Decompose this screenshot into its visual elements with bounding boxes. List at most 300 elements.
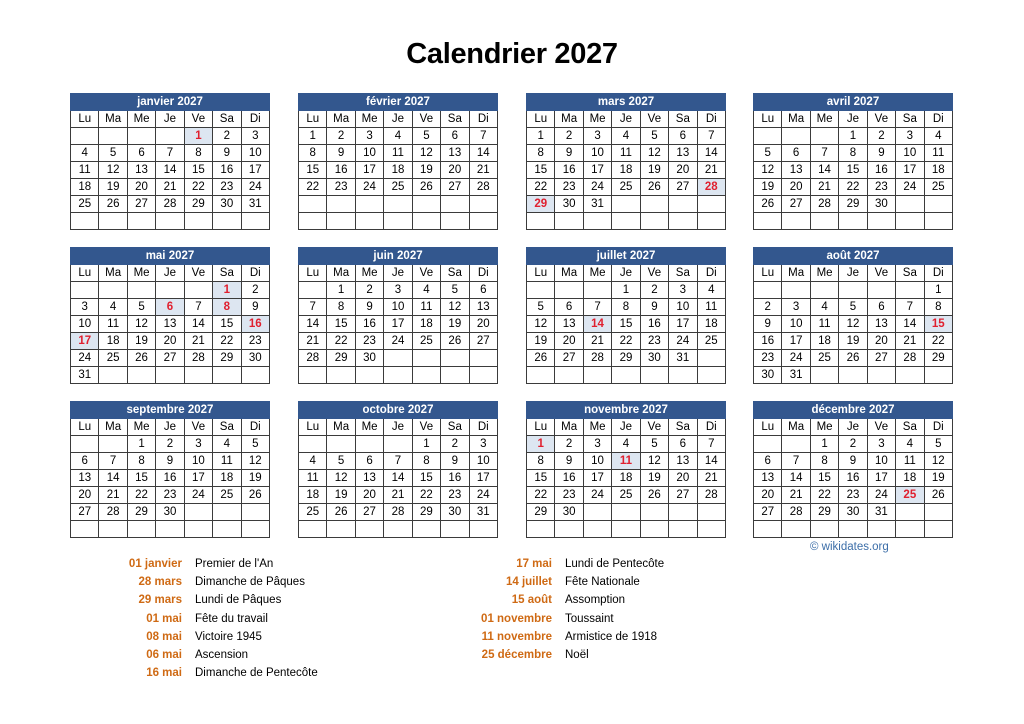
day-cell: 8 xyxy=(924,299,952,316)
empty-cell xyxy=(469,367,497,384)
day-cell: 1 xyxy=(810,436,838,453)
day-cell: 7 xyxy=(697,436,725,453)
day-cell: 30 xyxy=(839,504,867,521)
empty-cell xyxy=(839,282,867,299)
day-cell: 19 xyxy=(441,316,469,333)
day-cell: 23 xyxy=(839,487,867,504)
empty-cell xyxy=(867,213,895,230)
day-cell: 24 xyxy=(896,179,924,196)
empty-cell xyxy=(327,213,355,230)
weekday-label: Di xyxy=(697,265,725,282)
day-cell: 9 xyxy=(241,299,269,316)
day-cell: 2 xyxy=(555,128,583,145)
day-cell: 22 xyxy=(924,333,952,350)
day-cell: 7 xyxy=(782,453,810,470)
month-name: janvier 2027 xyxy=(71,94,270,111)
empty-cell xyxy=(555,521,583,538)
empty-cell xyxy=(555,282,583,299)
empty-cell xyxy=(924,196,952,213)
day-cell: 28 xyxy=(469,179,497,196)
holiday-day-cell: 8 xyxy=(213,299,241,316)
weekday-label: Di xyxy=(924,419,952,436)
day-cell: 18 xyxy=(71,179,99,196)
month-name: décembre 2027 xyxy=(754,402,953,419)
holiday-day-cell: 15 xyxy=(924,316,952,333)
day-cell: 22 xyxy=(327,333,355,350)
day-cell: 5 xyxy=(640,128,668,145)
empty-cell xyxy=(99,282,127,299)
empty-cell xyxy=(355,196,383,213)
empty-cell xyxy=(754,436,782,453)
empty-cell xyxy=(583,367,611,384)
day-cell: 12 xyxy=(754,162,782,179)
empty-cell xyxy=(99,213,127,230)
empty-cell xyxy=(583,504,611,521)
day-cell: 25 xyxy=(612,487,640,504)
day-cell: 3 xyxy=(355,128,383,145)
day-cell: 24 xyxy=(782,350,810,367)
empty-cell xyxy=(127,213,155,230)
empty-cell xyxy=(412,521,440,538)
empty-cell xyxy=(924,213,952,230)
day-cell: 3 xyxy=(241,128,269,145)
empty-cell xyxy=(640,196,668,213)
day-cell: 2 xyxy=(327,128,355,145)
day-cell: 26 xyxy=(640,487,668,504)
empty-cell xyxy=(327,521,355,538)
day-cell: 25 xyxy=(99,350,127,367)
day-cell: 28 xyxy=(99,504,127,521)
weekday-label: Ma xyxy=(782,265,810,282)
day-cell: 26 xyxy=(527,350,555,367)
day-cell: 25 xyxy=(213,487,241,504)
weekday-label: Je xyxy=(612,419,640,436)
empty-cell xyxy=(441,213,469,230)
weekday-label: Ve xyxy=(412,265,440,282)
day-cell: 11 xyxy=(924,145,952,162)
day-cell: 14 xyxy=(782,470,810,487)
holiday-row xyxy=(70,555,318,573)
day-cell: 14 xyxy=(299,316,327,333)
weekday-label: Me xyxy=(583,419,611,436)
day-cell: 28 xyxy=(697,487,725,504)
holiday-day-cell: 11 xyxy=(612,453,640,470)
day-cell: 11 xyxy=(213,453,241,470)
weekday-label: Je xyxy=(156,265,184,282)
day-cell: 1 xyxy=(612,282,640,299)
holiday-row xyxy=(70,573,318,591)
empty-cell xyxy=(810,521,838,538)
month-name: septembre 2027 xyxy=(71,402,270,419)
weekday-label: Je xyxy=(384,265,412,282)
day-cell: 27 xyxy=(156,350,184,367)
day-cell: 27 xyxy=(127,196,155,213)
empty-cell xyxy=(99,367,127,384)
month-name: mai 2027 xyxy=(71,248,270,265)
day-cell: 3 xyxy=(384,282,412,299)
day-cell: 21 xyxy=(810,179,838,196)
day-cell: 12 xyxy=(327,470,355,487)
day-cell: 11 xyxy=(412,299,440,316)
day-cell: 23 xyxy=(355,333,383,350)
empty-cell xyxy=(896,521,924,538)
day-cell: 15 xyxy=(810,470,838,487)
day-cell: 18 xyxy=(896,470,924,487)
day-cell: 21 xyxy=(156,179,184,196)
empty-cell xyxy=(839,213,867,230)
empty-cell xyxy=(697,504,725,521)
empty-cell xyxy=(213,213,241,230)
weekday-label: Sa xyxy=(669,111,697,128)
day-cell: 24 xyxy=(384,333,412,350)
holiday-day-cell: 17 xyxy=(71,333,99,350)
day-cell: 26 xyxy=(327,504,355,521)
day-cell: 17 xyxy=(241,162,269,179)
weekday-label: Ve xyxy=(640,419,668,436)
day-cell: 28 xyxy=(184,350,212,367)
empty-cell xyxy=(441,196,469,213)
day-cell: 30 xyxy=(355,350,383,367)
day-cell: 16 xyxy=(640,316,668,333)
day-cell: 17 xyxy=(184,470,212,487)
day-cell: 2 xyxy=(355,282,383,299)
day-cell: 26 xyxy=(127,350,155,367)
day-cell: 30 xyxy=(867,196,895,213)
day-cell: 20 xyxy=(669,162,697,179)
day-cell: 8 xyxy=(527,453,555,470)
weekday-label: Me xyxy=(810,111,838,128)
empty-cell xyxy=(241,504,269,521)
day-cell: 4 xyxy=(299,453,327,470)
weekday-label: Lu xyxy=(71,419,99,436)
day-cell: 21 xyxy=(184,333,212,350)
month-name: juillet 2027 xyxy=(527,248,726,265)
weekday-label: Sa xyxy=(441,419,469,436)
credit-link[interactable]: © wikidates.org xyxy=(810,541,889,553)
month-calendar xyxy=(70,93,270,230)
empty-cell xyxy=(782,128,810,145)
day-cell: 1 xyxy=(299,128,327,145)
day-cell: 13 xyxy=(867,316,895,333)
day-cell: 4 xyxy=(924,128,952,145)
day-cell: 1 xyxy=(412,436,440,453)
day-cell: 9 xyxy=(327,145,355,162)
day-cell: 7 xyxy=(184,299,212,316)
empty-cell xyxy=(127,367,155,384)
day-cell: 22 xyxy=(412,487,440,504)
empty-cell xyxy=(241,367,269,384)
empty-cell xyxy=(156,213,184,230)
weekday-label: Sa xyxy=(896,111,924,128)
day-cell: 24 xyxy=(583,487,611,504)
holiday-date: 08 mai xyxy=(146,630,182,643)
day-cell: 6 xyxy=(669,128,697,145)
holiday-row xyxy=(70,628,318,646)
holiday-day-cell: 6 xyxy=(156,299,184,316)
day-cell: 17 xyxy=(355,162,383,179)
day-cell: 21 xyxy=(697,162,725,179)
day-cell: 7 xyxy=(896,299,924,316)
holiday-day-cell: 1 xyxy=(184,128,212,145)
weekday-label: Ma xyxy=(555,111,583,128)
empty-cell xyxy=(71,128,99,145)
day-cell: 16 xyxy=(839,470,867,487)
weekday-label: Me xyxy=(583,111,611,128)
weekday-label: Ma xyxy=(327,265,355,282)
holiday-row xyxy=(440,573,664,591)
month-calendar xyxy=(753,401,953,538)
day-cell: 3 xyxy=(896,128,924,145)
weekday-label: Sa xyxy=(669,419,697,436)
weekday-label: Ve xyxy=(867,111,895,128)
day-cell: 18 xyxy=(697,316,725,333)
holiday-date: 01 novembre xyxy=(481,612,552,625)
weekday-label: Lu xyxy=(754,419,782,436)
day-cell: 22 xyxy=(184,179,212,196)
day-cell: 19 xyxy=(640,162,668,179)
day-cell: 10 xyxy=(384,299,412,316)
day-cell: 14 xyxy=(99,470,127,487)
empty-cell xyxy=(754,213,782,230)
empty-cell xyxy=(896,196,924,213)
day-cell: 16 xyxy=(754,333,782,350)
day-cell: 18 xyxy=(924,162,952,179)
day-cell: 10 xyxy=(782,316,810,333)
empty-cell xyxy=(754,282,782,299)
day-cell: 5 xyxy=(327,453,355,470)
empty-cell xyxy=(527,367,555,384)
weekday-label: Ma xyxy=(99,111,127,128)
day-cell: 17 xyxy=(583,162,611,179)
day-cell: 31 xyxy=(469,504,497,521)
empty-cell xyxy=(867,367,895,384)
day-cell: 11 xyxy=(896,453,924,470)
day-cell: 10 xyxy=(669,299,697,316)
day-cell: 9 xyxy=(213,145,241,162)
empty-cell xyxy=(156,282,184,299)
month-name: avril 2027 xyxy=(754,94,953,111)
weekday-label: Sa xyxy=(896,265,924,282)
holiday-name: Lundi de Pâques xyxy=(195,594,282,607)
day-cell: 5 xyxy=(640,436,668,453)
empty-cell xyxy=(555,213,583,230)
day-cell: 13 xyxy=(669,145,697,162)
day-cell: 23 xyxy=(156,487,184,504)
day-cell: 4 xyxy=(697,282,725,299)
day-cell: 13 xyxy=(355,470,383,487)
day-cell: 4 xyxy=(384,128,412,145)
day-cell: 7 xyxy=(99,453,127,470)
day-cell: 6 xyxy=(441,128,469,145)
empty-cell xyxy=(99,521,127,538)
empty-cell xyxy=(669,196,697,213)
empty-cell xyxy=(810,282,838,299)
day-cell: 16 xyxy=(555,162,583,179)
holiday-name: Ascension xyxy=(195,649,249,662)
empty-cell xyxy=(782,213,810,230)
day-cell: 19 xyxy=(241,470,269,487)
day-cell: 5 xyxy=(412,128,440,145)
day-cell: 29 xyxy=(527,504,555,521)
day-cell: 23 xyxy=(754,350,782,367)
day-cell: 14 xyxy=(184,316,212,333)
day-cell: 27 xyxy=(669,179,697,196)
day-cell: 26 xyxy=(99,196,127,213)
day-cell: 16 xyxy=(867,162,895,179)
day-cell: 27 xyxy=(754,504,782,521)
day-cell: 17 xyxy=(867,470,895,487)
day-cell: 23 xyxy=(867,179,895,196)
weekday-label: Ma xyxy=(555,265,583,282)
weekday-label: Di xyxy=(469,419,497,436)
empty-cell xyxy=(184,213,212,230)
day-cell: 10 xyxy=(896,145,924,162)
day-cell: 15 xyxy=(327,316,355,333)
holiday-date: 25 décembre xyxy=(481,649,552,662)
empty-cell xyxy=(184,282,212,299)
holiday-name: Fête Nationale xyxy=(565,576,640,589)
day-cell: 6 xyxy=(127,145,155,162)
empty-cell xyxy=(71,521,99,538)
month-name: octobre 2027 xyxy=(299,402,498,419)
day-cell: 29 xyxy=(412,504,440,521)
day-cell: 11 xyxy=(71,162,99,179)
day-cell: 12 xyxy=(127,316,155,333)
weekday-label: Sa xyxy=(669,265,697,282)
month-calendar xyxy=(70,247,270,384)
day-cell: 9 xyxy=(555,145,583,162)
empty-cell xyxy=(355,521,383,538)
weekday-label: Lu xyxy=(71,265,99,282)
day-cell: 3 xyxy=(583,436,611,453)
day-cell: 2 xyxy=(441,436,469,453)
day-cell: 21 xyxy=(99,487,127,504)
day-cell: 21 xyxy=(469,162,497,179)
month-calendar xyxy=(526,401,726,538)
weekday-label: Sa xyxy=(896,419,924,436)
weekday-label: Je xyxy=(384,419,412,436)
day-cell: 1 xyxy=(327,282,355,299)
day-cell: 2 xyxy=(555,436,583,453)
day-cell: 12 xyxy=(640,145,668,162)
empty-cell xyxy=(640,504,668,521)
day-cell: 17 xyxy=(669,316,697,333)
empty-cell xyxy=(924,521,952,538)
day-cell: 31 xyxy=(867,504,895,521)
day-cell: 8 xyxy=(127,453,155,470)
month-calendar xyxy=(753,93,953,230)
empty-cell xyxy=(810,128,838,145)
day-cell: 14 xyxy=(156,162,184,179)
day-cell: 5 xyxy=(99,145,127,162)
day-cell: 31 xyxy=(583,196,611,213)
weekday-label: Di xyxy=(924,265,952,282)
holiday-date: 15 août xyxy=(511,594,552,607)
holiday-name: Dimanche de Pentecôte xyxy=(195,667,318,680)
weekday-label: Je xyxy=(839,111,867,128)
weekday-label: Ma xyxy=(327,111,355,128)
empty-cell xyxy=(99,436,127,453)
day-cell: 7 xyxy=(583,299,611,316)
day-cell: 31 xyxy=(241,196,269,213)
empty-cell xyxy=(924,367,952,384)
day-cell: 18 xyxy=(384,162,412,179)
holiday-date: 11 novembre xyxy=(481,630,552,643)
day-cell: 25 xyxy=(810,350,838,367)
day-cell: 24 xyxy=(583,179,611,196)
holiday-day-cell: 1 xyxy=(213,282,241,299)
day-cell: 14 xyxy=(384,470,412,487)
empty-cell xyxy=(71,282,99,299)
day-cell: 12 xyxy=(441,299,469,316)
weekday-label: Me xyxy=(127,265,155,282)
weekday-label: Je xyxy=(384,111,412,128)
holiday-date: 01 mai xyxy=(146,612,182,625)
holiday-day-cell: 14 xyxy=(583,316,611,333)
empty-cell xyxy=(555,367,583,384)
month-calendar xyxy=(526,247,726,384)
day-cell: 21 xyxy=(896,333,924,350)
empty-cell xyxy=(669,213,697,230)
empty-cell xyxy=(441,350,469,367)
empty-cell xyxy=(469,350,497,367)
empty-cell xyxy=(896,504,924,521)
day-cell: 24 xyxy=(669,333,697,350)
day-cell: 15 xyxy=(527,470,555,487)
day-cell: 26 xyxy=(839,350,867,367)
day-cell: 30 xyxy=(555,196,583,213)
day-cell: 11 xyxy=(299,470,327,487)
month-calendar xyxy=(298,401,498,538)
weekday-label: Sa xyxy=(441,265,469,282)
weekday-label: Ve xyxy=(412,419,440,436)
empty-cell xyxy=(896,213,924,230)
holiday-name: Toussaint xyxy=(565,612,614,625)
empty-cell xyxy=(156,521,184,538)
day-cell: 15 xyxy=(184,162,212,179)
weekday-label: Je xyxy=(612,111,640,128)
empty-cell xyxy=(669,367,697,384)
day-cell: 4 xyxy=(99,299,127,316)
day-cell: 25 xyxy=(697,333,725,350)
day-cell: 29 xyxy=(612,350,640,367)
day-cell: 22 xyxy=(527,179,555,196)
holiday-row xyxy=(440,628,664,646)
holiday-day-cell: 25 xyxy=(896,487,924,504)
day-cell: 22 xyxy=(213,333,241,350)
day-cell: 8 xyxy=(527,145,555,162)
empty-cell xyxy=(241,521,269,538)
empty-cell xyxy=(782,436,810,453)
holiday-day-cell: 28 xyxy=(697,179,725,196)
holiday-row xyxy=(70,646,318,664)
day-cell: 12 xyxy=(924,453,952,470)
day-cell: 13 xyxy=(669,453,697,470)
day-cell: 27 xyxy=(555,350,583,367)
day-cell: 20 xyxy=(669,470,697,487)
day-cell: 15 xyxy=(127,470,155,487)
day-cell: 18 xyxy=(99,333,127,350)
day-cell: 20 xyxy=(71,487,99,504)
day-cell: 4 xyxy=(612,128,640,145)
day-cell: 24 xyxy=(469,487,497,504)
weekday-label: Me xyxy=(127,111,155,128)
empty-cell xyxy=(71,436,99,453)
empty-cell xyxy=(355,367,383,384)
day-cell: 3 xyxy=(583,128,611,145)
month-calendar xyxy=(753,247,953,384)
day-cell: 10 xyxy=(355,145,383,162)
